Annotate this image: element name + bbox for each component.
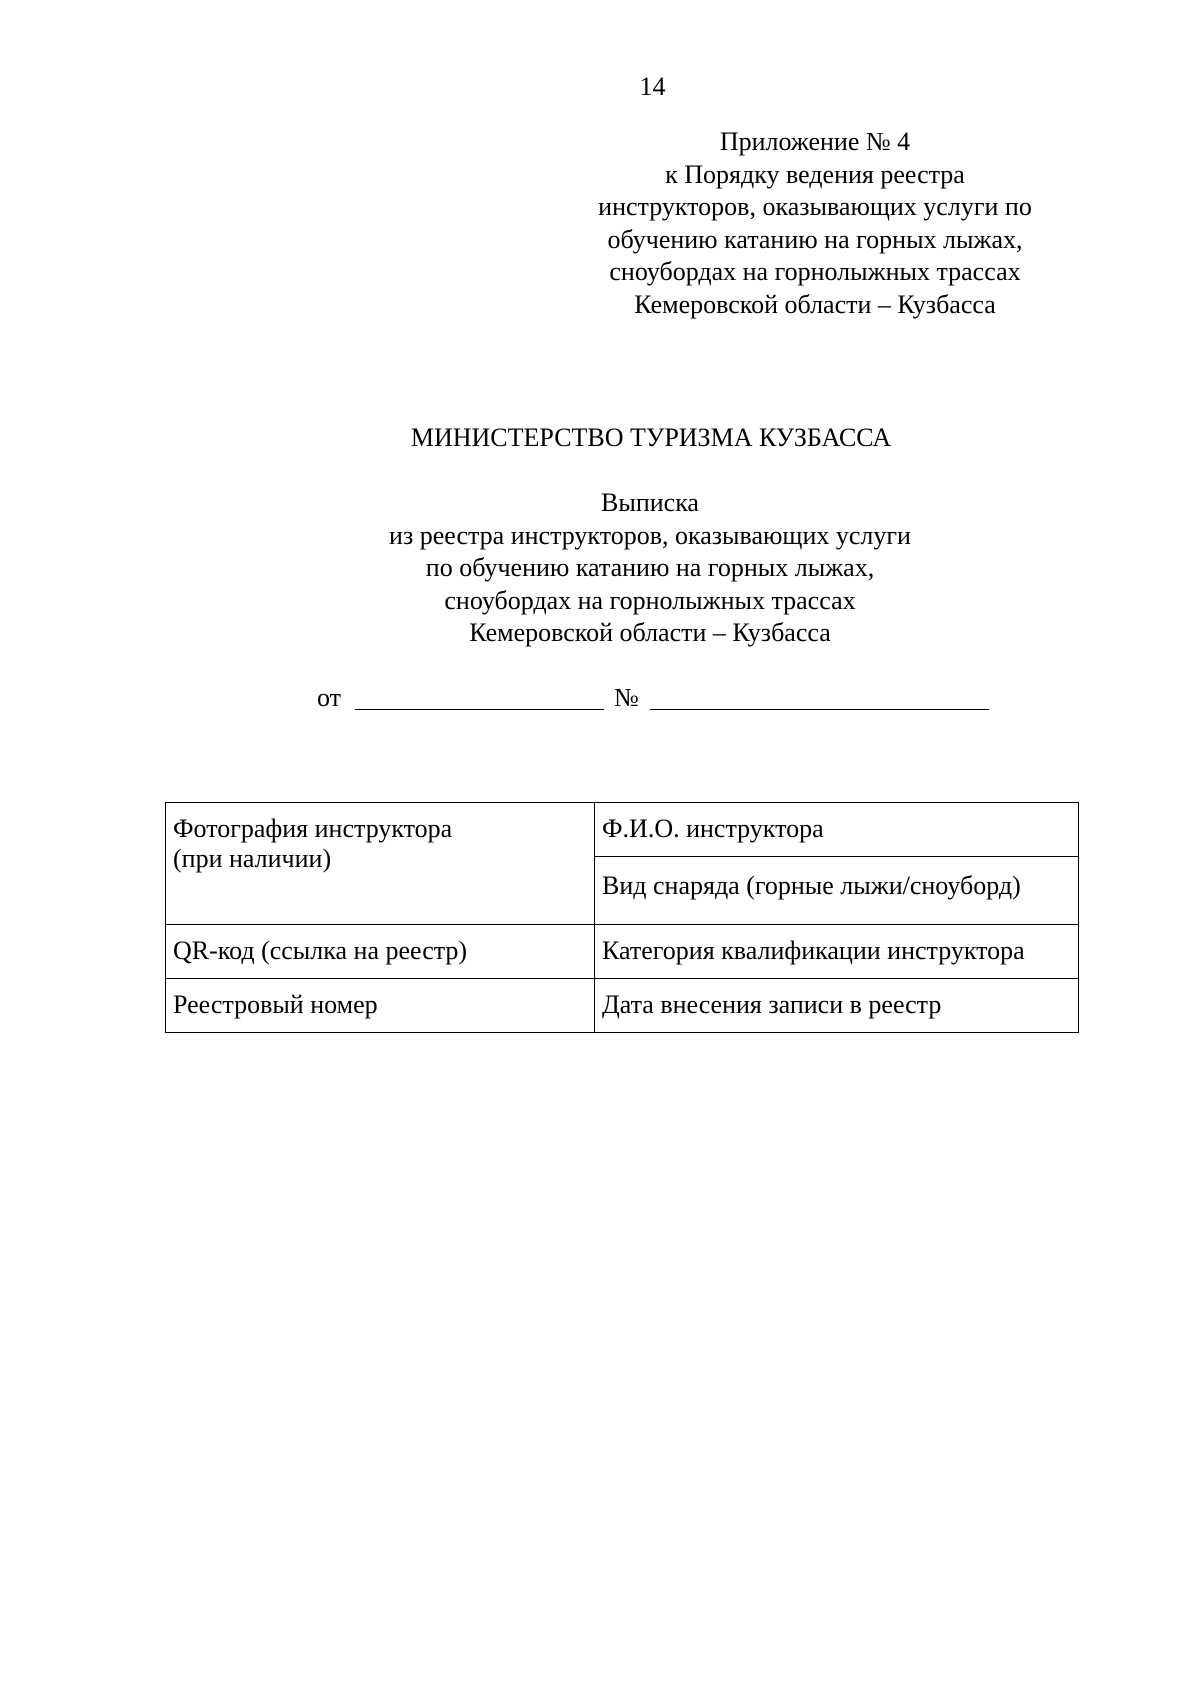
extract-line: Кемеровской области – Кузбасса bbox=[469, 618, 831, 647]
table-row bbox=[166, 803, 1079, 857]
entry-date-cell: Дата внесения записи в реестр bbox=[595, 979, 1079, 1033]
ministry-title: МИНИСТЕРСТВО ТУРИЗМА КУЗБАССА bbox=[410, 423, 892, 452]
appendix-line: инструкторов, оказывающих услуги по bbox=[598, 192, 1032, 222]
table-row bbox=[166, 925, 1079, 979]
table-row bbox=[166, 979, 1079, 1033]
appendix-line: Приложение № 4 bbox=[719, 127, 911, 156]
date-blank-field[interactable] bbox=[355, 709, 604, 710]
extract-line: Выписка bbox=[601, 488, 699, 517]
fio-cell: Ф.И.О. инструктора bbox=[595, 803, 1079, 857]
appendix-line: Кемеровской области – Кузбасса bbox=[634, 289, 996, 319]
appendix-header bbox=[560, 126, 1070, 322]
category-cell: Категория квалификации инструктора bbox=[595, 925, 1079, 979]
photo-label-line: Фотография инструктора bbox=[173, 814, 453, 843]
number-blank-field[interactable] bbox=[650, 709, 989, 710]
page-number: 14 bbox=[639, 72, 666, 101]
from-label: от bbox=[317, 683, 342, 712]
extract-line: по обучению катанию на горных лыжах, bbox=[425, 553, 875, 582]
appendix-line: сноубордах на горнолыжных трассах bbox=[609, 257, 1021, 287]
photo-cell bbox=[166, 803, 595, 925]
reg-number-cell: Реестровый номер bbox=[166, 979, 595, 1033]
photo-label-line: (при наличии) bbox=[173, 844, 332, 873]
qr-cell: QR-код (ссылка на реестр) bbox=[166, 925, 595, 979]
appendix-line: к Порядку ведения реестра bbox=[665, 159, 965, 189]
extract-title bbox=[0, 487, 1200, 650]
number-label: № bbox=[614, 683, 639, 712]
instructor-info-table bbox=[165, 802, 1079, 1033]
appendix-line: обучению катанию на горных лыжах, bbox=[607, 224, 1023, 254]
extract-line: из реестра инструкторов, оказывающих услуги bbox=[389, 520, 911, 550]
equipment-cell: Вид снаряда (горные лыжи/сноуборд) bbox=[595, 857, 1079, 925]
extract-line: сноубордах на горнолыжных трассах bbox=[444, 585, 856, 615]
